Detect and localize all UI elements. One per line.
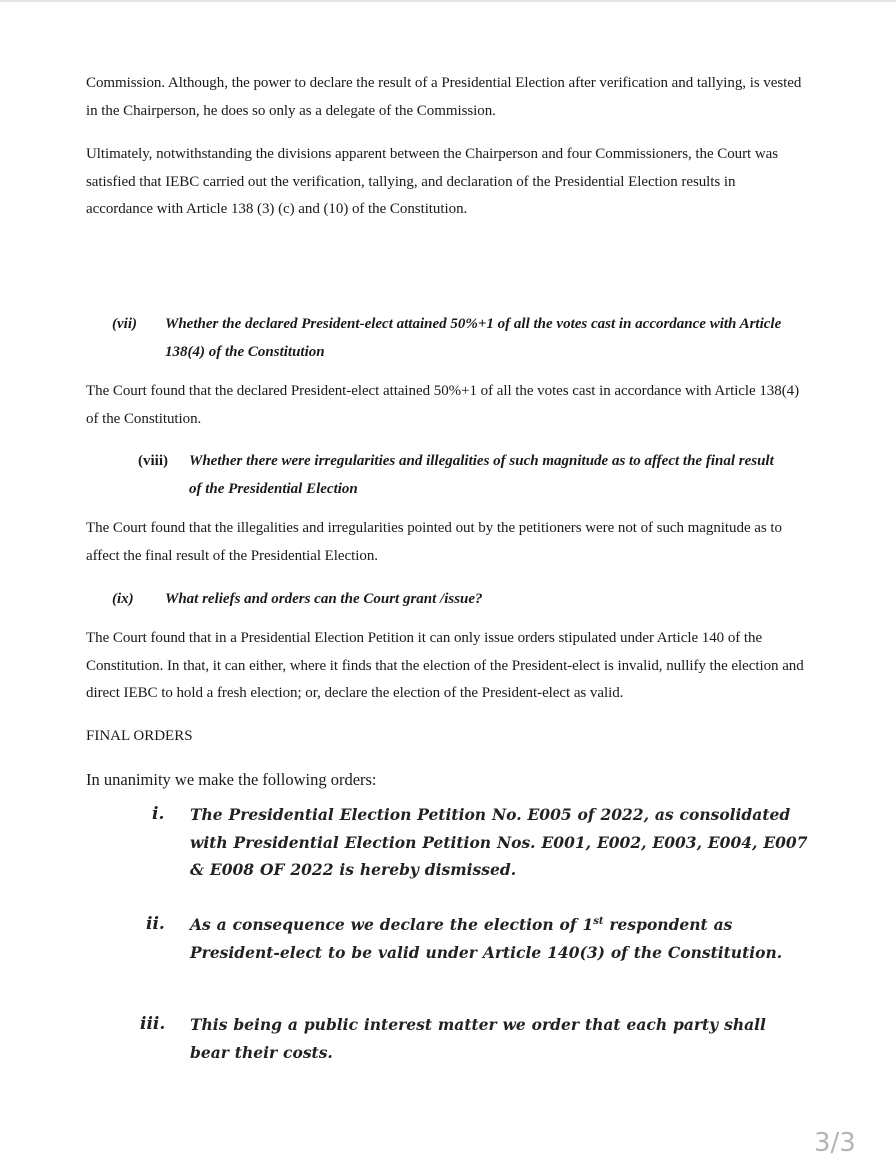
order-text-ii: [190, 911, 810, 966]
order-text-iii: This being a public interest matter we order that each party shall bear their costs.: [190, 1015, 766, 1062]
issue-number-vii: (vii): [112, 316, 137, 332]
issue-number-ix: (ix): [112, 591, 134, 607]
order-number-ii: ii.: [146, 914, 165, 934]
page-indicator: 3/3: [814, 1128, 856, 1158]
paragraph-finding-vii: The Court found that the declared President-elect attained 50%+1 of all the votes cast in accordance with Article 138(4) of the Constitution.: [86, 383, 800, 427]
ordinal-superscript: st: [593, 915, 604, 927]
issue-heading-ix: What reliefs and orders can the Court grant /issue?: [165, 591, 483, 607]
issue-heading-viii: Whether there were irregularities and illegalities of such magnitude as to affect the final result of the Presidential Election: [189, 453, 774, 497]
paragraph-finding-viii: The Court found that the illegalities and irregularities pointed out by the petitioners were not of such magnitude as to affect the final result of the Presidential Election.: [86, 520, 782, 564]
paragraph-finding-ix: The Court found that in a Presidential Election Petition it can only issue orders stipulated under Article 140 of the Constitution. In that, it can either, where it finds that the election of the President-elect is invalid, nullify the election and direct IEBC to hold a fresh election; or, declare the election of the President-elect as valid.: [86, 630, 804, 701]
paragraph-commission: Commission. Although, the power to declare the result of a Presidential Election after verification and tallying, is vested in the Chairperson, he does so only as a delegate of the Commission.: [86, 75, 802, 119]
order-text-ii-start: As a consequence we declare the election of 1: [190, 915, 594, 934]
paragraph-ultimately: Ultimately, notwithstanding the divisions apparent between the Chairperson and four Commissioners, the Court was satisfied that IEBC carried out the verification, tallying, and declaration of the Presidential Election results in accordance with Article 138 (3) (c) and (10) of the Constitution.: [86, 146, 779, 217]
top-divider: [0, 0, 896, 2]
order-number-i: i.: [152, 804, 165, 824]
final-orders-intro: In unanimity we make the following orders:: [86, 770, 377, 789]
issue-number-viii: (viii): [138, 453, 168, 469]
final-orders-heading: FINAL ORDERS: [86, 728, 193, 744]
order-text-ii-end: respondent as President-elect to be valid under Article 140(3) of the Constitution.: [190, 915, 783, 962]
order-number-iii: iii.: [140, 1014, 166, 1034]
order-text-i: The Presidential Election Petition No. E005 of 2022, as consolidated with Presidential Election Petition Nos. E001, E002, E003, E004, E007 & E008 OF 2022 is hereby dismissed.: [190, 805, 808, 879]
issue-heading-vii: Whether the declared President-elect attained 50%+1 of all the votes cast in accordance with Article 138(4) of the Constitution: [165, 316, 782, 360]
